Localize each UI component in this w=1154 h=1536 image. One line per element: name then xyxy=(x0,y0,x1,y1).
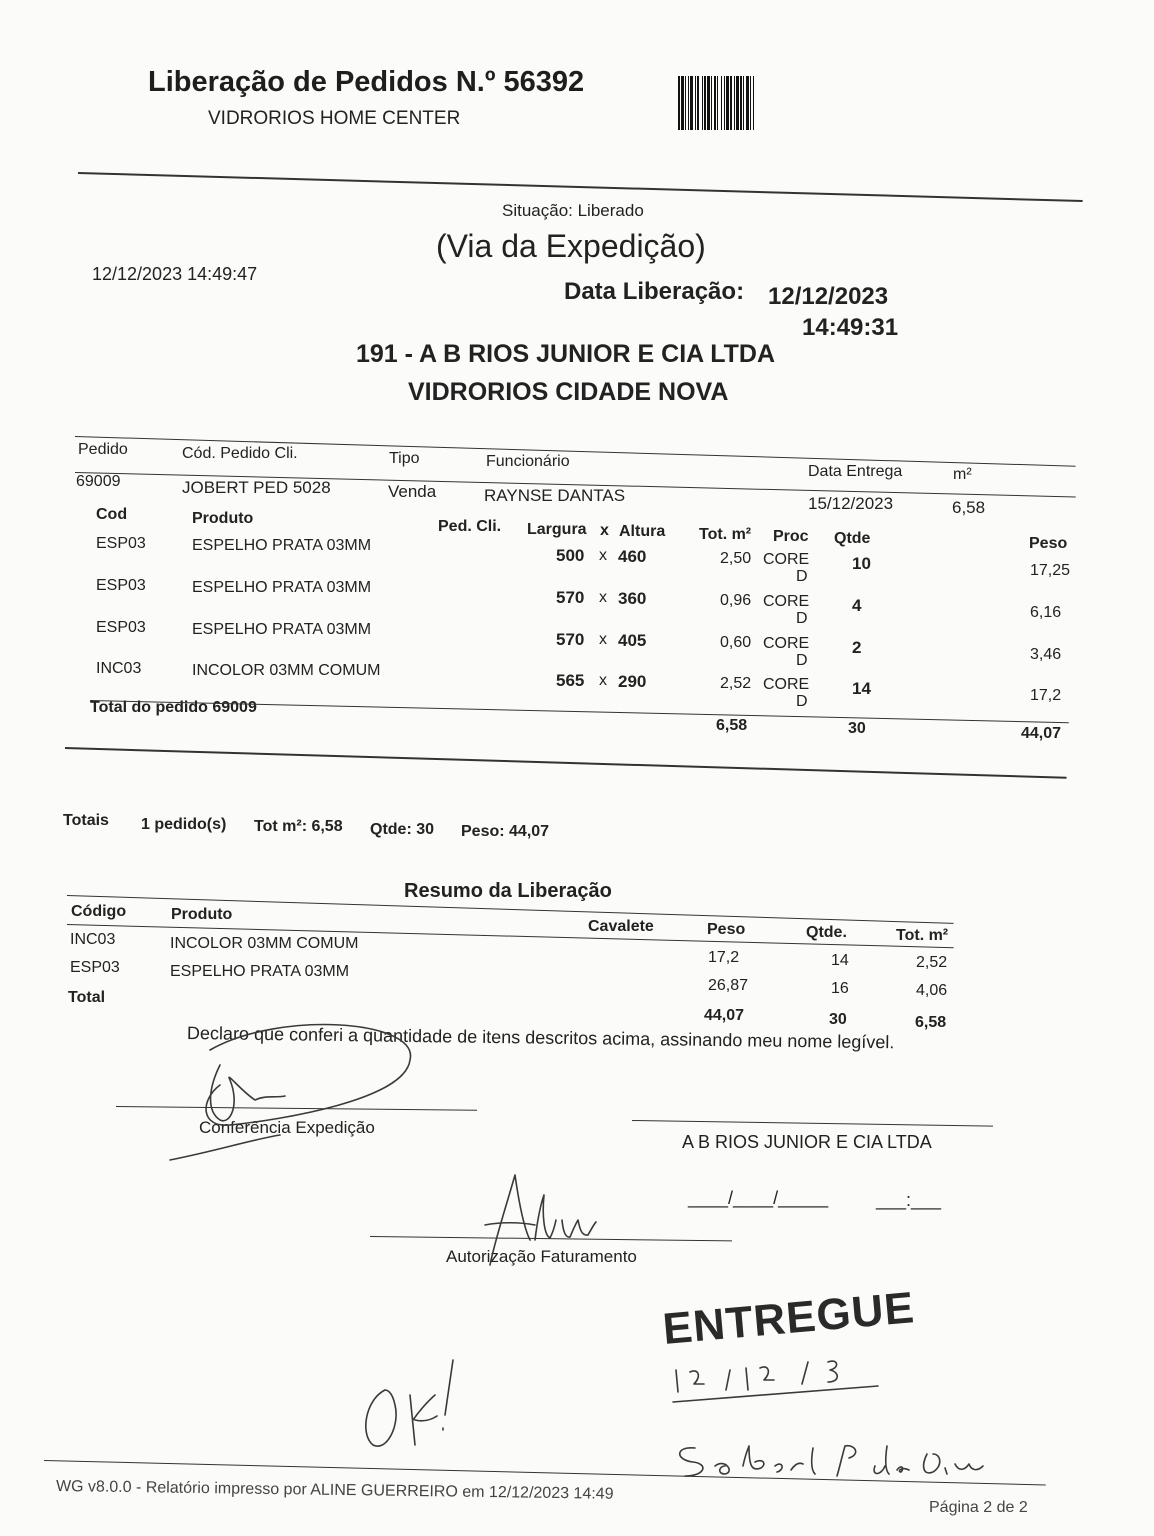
resumo-col-tot-m2: Tot. m² xyxy=(896,927,949,944)
item-cod: ESP03 xyxy=(96,577,146,594)
item-x: x xyxy=(599,672,607,689)
total-pedido-peso: 44,07 xyxy=(1021,725,1062,742)
item-produto: ESPELHO PRATA 03MM xyxy=(192,621,372,638)
signature-conferencia-scribble xyxy=(160,1010,480,1170)
totais-peso: Peso: 44,07 xyxy=(461,823,550,840)
item-cod: ESP03 xyxy=(96,535,146,552)
col-proc: Proc xyxy=(773,528,809,545)
item-altura: 460 xyxy=(618,547,647,566)
signature-bottom xyxy=(665,1436,1005,1496)
item-proc2: D xyxy=(796,652,808,669)
item-peso: 6,16 xyxy=(1030,604,1062,621)
total-pedido-m2: 6,58 xyxy=(716,717,748,734)
resumo-col-peso: Peso xyxy=(707,921,746,938)
value-cod-pedido-cli: JOBERT PED 5028 xyxy=(182,478,331,497)
item-proc2: D xyxy=(796,610,808,627)
ok-handwritten xyxy=(355,1350,475,1460)
footer-page: Página 2 de 2 xyxy=(929,1499,1028,1516)
time-blank: ___:___ xyxy=(876,1190,942,1210)
item-proc2: D xyxy=(796,568,808,585)
resumo-codigo: ESP03 xyxy=(70,959,120,976)
col-peso: Peso xyxy=(1029,535,1068,552)
resumo-peso: 26,87 xyxy=(708,977,749,994)
data-liberacao-label: Data Liberação: xyxy=(564,278,745,305)
total-pedido-label: Total do pedido 69009 xyxy=(90,699,257,716)
totais-m2: Tot m²: 6,58 xyxy=(254,818,343,835)
item-proc: CORE xyxy=(763,635,810,652)
document-title: Liberação de Pedidos N.º 56392 xyxy=(148,66,585,98)
company-sign-line xyxy=(632,1120,993,1127)
resumo-title: Resumo da Liberação xyxy=(404,880,612,902)
item-peso: 3,46 xyxy=(1030,646,1062,663)
resumo-total-qtde: 30 xyxy=(829,1011,847,1028)
item-qtde: 2 xyxy=(852,638,862,657)
item-largura: 500 xyxy=(556,546,585,565)
conferencia-label: Conferência Expedição xyxy=(199,1118,375,1137)
totais-label: Totais xyxy=(63,812,109,829)
resumo-qtde: 14 xyxy=(831,952,849,969)
item-qtde: 14 xyxy=(852,679,871,698)
item-tot-m2: 0,96 xyxy=(720,592,752,609)
item-proc2: D xyxy=(796,693,808,710)
label-tipo: Tipo xyxy=(389,450,420,467)
footer-printed-by: WG v8.0.0 - Relatório impresso por ALINE GUERREIRO em 12/12/2023 14:49 xyxy=(55,1478,614,1503)
printed-datetime: 12/12/2023 14:49:47 xyxy=(92,264,258,284)
item-proc: CORE xyxy=(763,676,810,693)
client-name: 191 - A B RIOS JUNIOR E CIA LTDA xyxy=(356,340,776,368)
label-funcionario: Funcionário xyxy=(486,453,570,470)
item-produto: INCOLOR 03MM COMUM xyxy=(192,662,381,679)
col-qtde: Qtde xyxy=(834,530,871,547)
item-altura: 360 xyxy=(618,589,647,608)
date-blank: ____/____/_____ xyxy=(688,1188,829,1208)
data-liberacao-date: 12/12/2023 xyxy=(768,283,889,310)
item-x: x xyxy=(599,631,607,648)
situacao-label: Situação: Liberado xyxy=(502,201,644,220)
item-x: x xyxy=(599,547,607,564)
item-proc: CORE xyxy=(763,551,810,568)
totais-qtde: Qtde: 30 xyxy=(370,821,435,838)
totais-pedidos: 1 pedido(s) xyxy=(141,816,227,833)
col-x: x xyxy=(600,522,609,539)
item-altura: 405 xyxy=(618,631,647,650)
label-m2: m² xyxy=(953,466,972,483)
label-data-entrega: Data Entrega xyxy=(808,463,903,480)
item-largura: 565 xyxy=(556,671,585,690)
resumo-tot-m2: 2,52 xyxy=(916,954,948,971)
col-altura: Altura xyxy=(619,523,666,540)
item-cod: ESP03 xyxy=(96,619,146,636)
item-cod: INC03 xyxy=(96,660,142,677)
resumo-peso: 17,2 xyxy=(708,949,740,966)
col-produto: Produto xyxy=(192,510,254,527)
item-qtde: 10 xyxy=(852,554,871,573)
item-tot-m2: 2,52 xyxy=(720,675,752,692)
resumo-produto: INCOLOR 03MM COMUM xyxy=(170,935,359,952)
item-altura: 290 xyxy=(618,672,647,691)
item-tot-m2: 0,60 xyxy=(720,634,752,651)
resumo-col-cavalete: Cavalete xyxy=(588,918,654,935)
col-ped-cli: Ped. Cli. xyxy=(438,518,502,535)
total-pedido-qtde: 30 xyxy=(848,720,866,737)
col-cod: Cod xyxy=(96,506,128,523)
order-bottom-rule xyxy=(65,747,1067,779)
value-m2: 6,58 xyxy=(952,498,986,517)
value-funcionario: RAYNSE DANTAS xyxy=(484,486,626,505)
resumo-codigo: INC03 xyxy=(70,931,116,948)
item-proc: CORE xyxy=(763,593,810,610)
company-name: VIDRORIOS HOME CENTER xyxy=(208,108,461,129)
item-x: x xyxy=(599,589,607,606)
resumo-total-peso: 44,07 xyxy=(704,1007,745,1024)
stamp-date-handwritten xyxy=(668,1340,898,1410)
company-sign-label: A B RIOS JUNIOR E CIA LTDA xyxy=(682,1132,932,1152)
declaration-text: Declaro que conferi a quantidade de itens descritos acima, assinando meu nome legível. xyxy=(186,1023,895,1053)
value-tipo: Venda xyxy=(388,482,437,501)
data-liberacao-time: 14:49:31 xyxy=(802,314,899,341)
client-store: VIDRORIOS CIDADE NOVA xyxy=(408,378,729,406)
item-produto: ESPELHO PRATA 03MM xyxy=(192,537,372,554)
item-peso: 17,25 xyxy=(1030,562,1071,579)
item-largura: 570 xyxy=(556,588,585,607)
resumo-tot-m2: 4,06 xyxy=(916,982,948,999)
value-pedido: 69009 xyxy=(76,473,121,490)
signature-aline xyxy=(470,1170,610,1280)
entregue-stamp: ENTREGUE xyxy=(660,1283,917,1354)
resumo-col-produto: Produto xyxy=(171,906,233,923)
header-divider xyxy=(78,172,1083,202)
resumo-qtde: 16 xyxy=(831,980,849,997)
label-pedido: Pedido xyxy=(78,441,128,458)
col-largura: Largura xyxy=(527,521,587,538)
via-label: (Via da Expedição) xyxy=(436,228,706,264)
barcode xyxy=(678,76,856,130)
autorizacao-label: Autorização Faturamento xyxy=(446,1247,637,1266)
item-largura: 570 xyxy=(556,630,585,649)
resumo-produto: ESPELHO PRATA 03MM xyxy=(170,963,350,980)
item-produto: ESPELHO PRATA 03MM xyxy=(192,579,372,596)
col-tot-m2: Tot. m² xyxy=(699,526,752,543)
resumo-total-label: Total xyxy=(68,989,106,1006)
resumo-col-codigo: Código xyxy=(71,903,127,920)
item-peso: 17,2 xyxy=(1030,687,1062,704)
item-qtde: 4 xyxy=(852,596,862,615)
resumo-total-m2: 6,58 xyxy=(915,1014,947,1031)
item-tot-m2: 2,50 xyxy=(720,550,752,567)
value-data-entrega: 15/12/2023 xyxy=(808,494,894,513)
resumo-col-qtde: Qtde. xyxy=(806,924,847,941)
label-cod-pedido-cli: Cód. Pedido Cli. xyxy=(182,445,298,462)
